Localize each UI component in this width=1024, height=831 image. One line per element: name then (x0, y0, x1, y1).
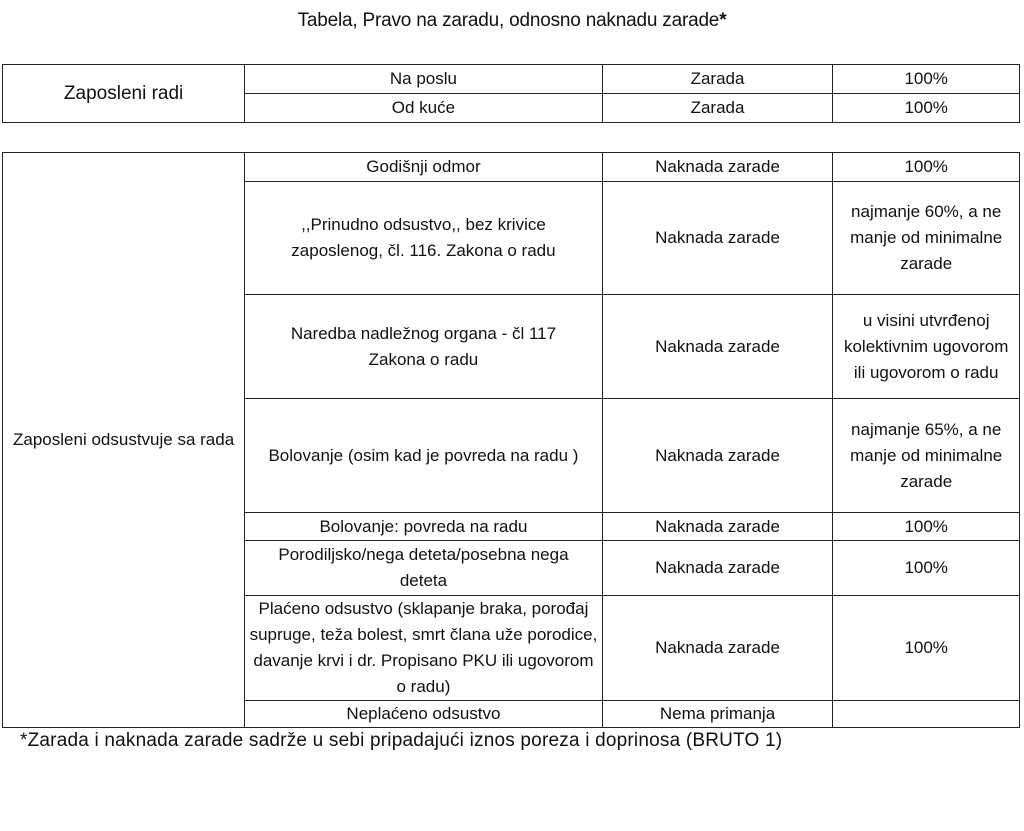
amount-cell: 100% (833, 94, 1020, 123)
amount-cell: 100% (833, 541, 1020, 596)
amount-cell: 100% (833, 513, 1020, 541)
situation-cell: Naredba nadležnog organa - čl 117 Zakona o radu (245, 295, 603, 399)
type-cell: Zarada (602, 94, 833, 123)
situation-cell: Bolovanje (osim kad je povreda na radu ) (245, 399, 603, 513)
situation-cell: Godišnji odmor (245, 153, 603, 182)
amount-cell: najmanje 65%, a ne manje od minimalne zarade (833, 399, 1020, 513)
situation-cell: Porodiljsko/nega deteta/posebna nega deteta (245, 541, 603, 596)
table-row (3, 65, 1020, 94)
page-title (0, 10, 1024, 32)
type-cell: Zarada (602, 65, 833, 94)
situation-cell: Na poslu (245, 65, 603, 94)
amount-cell: 100% (833, 153, 1020, 182)
title-asterisk: * (719, 10, 727, 31)
group-label-absent: Zaposleni odsustvuje sa rada (3, 153, 245, 728)
situation-cell: ,,Prinudno odsustvo,, bez krivice zaposlenog, čl. 116. Zakona o radu (245, 182, 603, 295)
table-employee-absent (2, 152, 1020, 728)
type-cell: Naknada zarade (602, 153, 833, 182)
situation-cell: Plaćeno odsustvo (sklapanje braka, porođaj supruge, teža bolest, smrt člana uže porodice, davanje krvi i dr. Propisano PKU ili ugovorom o radu) (245, 596, 603, 701)
amount-cell: najmanje 60%, a ne manje od minimalne zarade (833, 182, 1020, 295)
title-text: Tabela, Pravo na zaradu, odnosno naknadu zarade (297, 10, 720, 31)
footnote: *Zarada i naknada zarade sadrže u sebi pripadajući iznos poreza i doprinosa (BRUTO 1) (20, 730, 783, 751)
amount-cell: u visini utvrđenoj kolektivnim ugovorom ili ugovorom o radu (833, 295, 1020, 399)
situation-cell: Neplaćeno odsustvo (245, 701, 603, 728)
situation-cell: Bolovanje: povreda na radu (245, 513, 603, 541)
type-cell: Nema primanja (602, 701, 833, 728)
table-employee-working (2, 64, 1020, 123)
type-cell: Naknada zarade (602, 541, 833, 596)
amount-cell (833, 701, 1020, 728)
amount-cell: 100% (833, 65, 1020, 94)
type-cell: Naknada zarade (602, 399, 833, 513)
table-row (3, 153, 1020, 182)
type-cell: Naknada zarade (602, 182, 833, 295)
situation-cell: Od kuće (245, 94, 603, 123)
type-cell: Naknada zarade (602, 295, 833, 399)
group-label-working: Zaposleni radi (3, 65, 245, 123)
type-cell: Naknada zarade (602, 596, 833, 701)
type-cell: Naknada zarade (602, 513, 833, 541)
amount-cell: 100% (833, 596, 1020, 701)
